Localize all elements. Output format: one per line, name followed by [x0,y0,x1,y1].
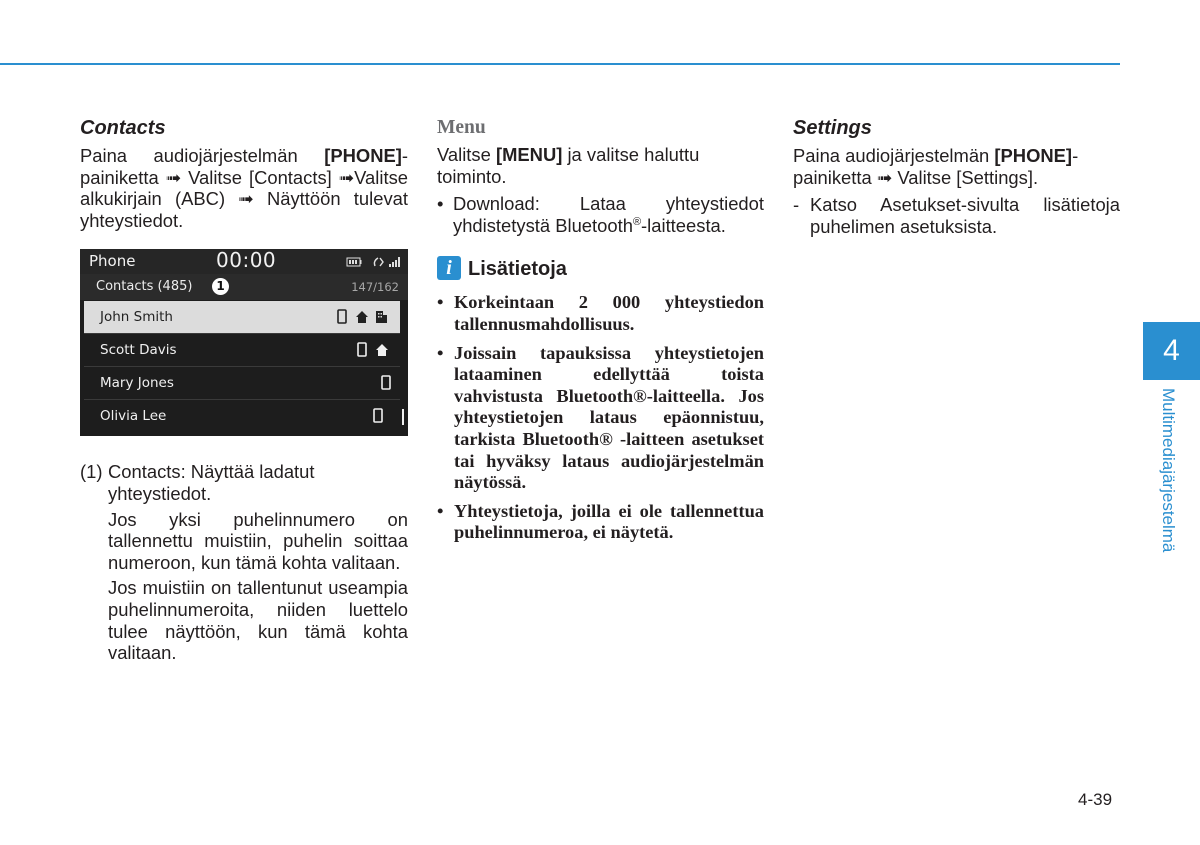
chapter-label [1156,388,1184,588]
chapter-tab: 4 [1143,322,1200,380]
battery-icon [347,258,362,266]
contacts-heading: Contacts [80,117,166,139]
intro-text-rest: ja valitse haluttu toiminto. [437,144,700,187]
note-number: (1) [80,461,103,483]
info-box-header [437,256,764,282]
callout-note-1 [80,461,408,663]
menu-options [437,193,764,236]
contact-name: Scott Davis [100,342,177,359]
mobile-icon [382,376,390,389]
info-icon: i [437,256,461,280]
note-text-3: Jos muistiin on tallentunut useampia puhelinnumeroita, niiden luettelo tulee näyttöön, kun tämä kohta valitaan. [108,577,408,664]
contact-type-icons [356,342,394,358]
contact-type-icons [372,408,386,424]
info-list [437,292,764,544]
callout-notes [80,461,408,663]
menu-key: [MENU] [495,144,563,165]
info-item: • Joissain tapauksissa yhteystietojen lataaminen edellyttää toista vahvistusta Bluetooth®-laitteella. Jos yhteystietojen lataus epäonnistuu, tarkista Bluetooth® -laitteen asetukset tai hyväksy lataus audiojärjestelmän näytössä. [437,342,764,493]
callout-marker: 1 [212,278,229,295]
menu-heading: Menu [437,117,486,138]
home-icon [356,311,368,323]
page-number: 4-39 [1078,790,1113,809]
contact-name: Mary Jones [100,375,174,392]
settings-heading: Settings [793,117,872,139]
contact-row-4[interactable] [84,400,400,432]
contact-row-1[interactable] [84,301,400,333]
contacts-subheader [80,274,408,300]
office-icon [376,311,387,323]
settings-intro [793,145,1120,188]
download-option: • Download: Lataa yhteystiedot yhdistetystä Bluetooth®-laitteesta. [437,193,764,236]
intro-text: Valitse [437,144,496,165]
info-item-text: Yhteystietoja, joilla ei ole tallennettua puhelinnumeroa, ei näytetä. [454,500,764,543]
call-bluetooth-icon [374,258,383,266]
menu-intro [437,144,764,187]
info-item: • Korkeintaan 2 000 yhteystiedon tallennusmahdollisuus. [437,292,764,334]
settings-section [793,116,1120,237]
menu-section [437,116,764,551]
screen-clock: 00:00 [216,249,277,273]
list-position: 147/162 [351,280,399,295]
contact-row-3[interactable] [84,367,400,399]
settings-note: - Katso Asetukset-sivulta lisätietoja puhelimen asetuksista. [793,194,1120,237]
contacts-section [80,116,408,668]
intro-text-rest: -painiketta ➟ Valitse [Settings]. [793,145,1079,188]
intro-text: Paina audiojärjestelmän [793,145,995,166]
intro-text-rest: -painiketta ➟ Valitse [Contacts] ➟Valitse alkukirjain (ABC) ➟ Näyttöön tulevat yhteystiedot. [80,145,408,231]
contacts-count-label: Contacts (485) [96,279,193,295]
phone-key: [PHONE] [994,145,1073,166]
chapter-label-text: Multimediajärjestelmä [1159,388,1178,553]
download-text-tail: -laitteesta. [641,214,726,236]
mobile-icon [358,343,366,356]
note-text-1: Contacts: Näyttää ladatut yhteystiedot. [108,461,315,504]
contact-row-2[interactable] [84,334,400,366]
mobile-icon [374,409,382,422]
screen-title: Phone [89,252,136,271]
contacts-intro [80,145,408,231]
phone-key: [PHONE] [324,145,402,166]
top-rule [0,63,1120,65]
contact-name: Olivia Lee [100,408,167,425]
info-item-text: Joissain tapauksissa yhteystietojen lataaminen edellyttää toista vahvistusta Bluetooth®-laitteella. Jos yhteystietojen lataus epäonnistuu, tarkista Bluetooth® -laitteen asetukset tai hyväksy lataus audiojärjestelmän näytössä. [454,342,764,493]
home-icon [376,344,388,356]
info-title: Lisätietoja [468,258,567,281]
intro-text: Paina audiojärjestelmän [80,145,325,166]
download-text: Download: Lataa yhteystiedot yhdistetystä Bluetooth [453,193,764,236]
mobile-icon [338,310,346,323]
phone-screen [80,249,408,436]
scrollbar[interactable] [402,409,404,425]
settings-note-text: Katso Asetukset-sivulta lisätietoja puhelimen asetuksista. [810,194,1120,237]
note-text-2: Jos yksi puhelinnumero on tallennettu muistiin, puhelin soittaa numeroon, kun tämä kohta valitaan. [108,508,408,573]
info-item-text: Korkeintaan 2 000 yhteystiedon tallennusmahdollisuus. [454,292,764,334]
contact-name: John Smith [100,309,173,326]
info-item: • Yhteystietoja, joilla ei ole tallennettua puhelinnumeroa, ei näytetä. [437,500,764,543]
screen-header [80,249,408,274]
signal-icon [389,257,400,267]
registered-mark: ® [632,215,642,228]
status-icons [345,255,405,269]
contact-type-icons [380,375,394,391]
contact-type-icons [336,309,394,325]
